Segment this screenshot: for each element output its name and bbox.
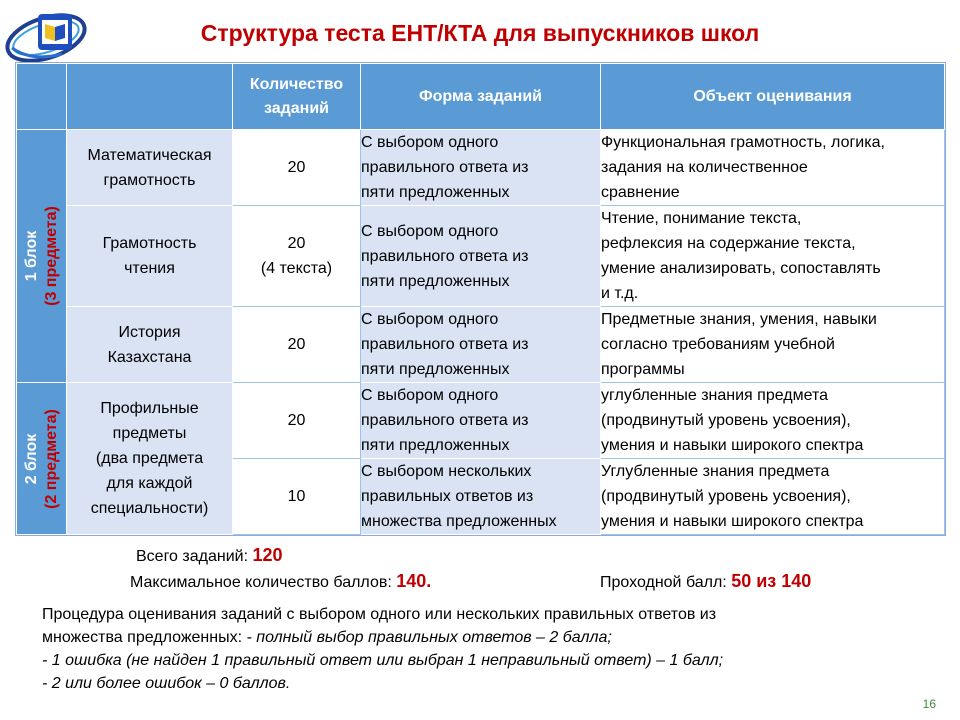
- subject-cell: [67, 206, 233, 307]
- form-line: пяти предложенных: [361, 437, 510, 454]
- subject-line: Профильные: [100, 400, 199, 417]
- test-structure-table: [16, 63, 945, 535]
- object-line: Чтение, понимание текста,: [601, 210, 802, 227]
- procedure-line-italic: - полный выбор правильных ответов – 2 балла;: [246, 629, 612, 646]
- max-score-label: Максимальное количество баллов:: [130, 574, 392, 591]
- total-tasks-value: 120: [252, 545, 283, 565]
- pass-score-label: Проходной балл:: [600, 574, 727, 591]
- header-form: Форма заданий: [361, 64, 601, 130]
- form-line: С выбором одного: [361, 222, 499, 240]
- count-cell: [233, 383, 361, 459]
- object-line: согласно требованиям учебной: [601, 336, 835, 353]
- subject-line: (два предмета: [95, 450, 204, 467]
- subject-line: специальности): [90, 500, 209, 517]
- subject-line: Грамотность: [102, 235, 197, 252]
- pass-score: [600, 571, 811, 592]
- form-line: пяти предложенных: [361, 361, 510, 378]
- subject-line: грамотность: [103, 171, 196, 189]
- subject-line: предметы: [112, 425, 187, 442]
- table-row: [17, 307, 945, 383]
- form-cell: [361, 206, 601, 307]
- form-line: С выбором одного: [361, 134, 499, 151]
- subject-cell: [67, 307, 233, 383]
- object-cell: [601, 206, 945, 307]
- block-2-subtitle: (2 предмета): [42, 408, 60, 509]
- subject-line: Казахстана: [107, 348, 192, 366]
- scoring-procedure: [42, 603, 922, 695]
- object-cell: [601, 130, 945, 206]
- procedure-line: Процедура оценивания заданий с выбором одного или нескольких правильных ответов из: [42, 606, 717, 623]
- table-row: [17, 383, 945, 459]
- object-line: программы: [601, 361, 685, 378]
- form-line: правильного ответа из: [361, 247, 529, 265]
- object-line: углубленные знания предмета: [601, 387, 829, 404]
- object-line: рефлексия на содержание текста,: [601, 235, 856, 252]
- total-tasks: [136, 545, 283, 566]
- procedure-line-normal: множества предложенных:: [42, 629, 247, 646]
- block-2-cell: [17, 383, 67, 535]
- count-cell: [233, 459, 361, 535]
- object-line: задания на количественное: [601, 159, 808, 176]
- procedure-line: - 2 или более ошибок – 0 баллов.: [42, 675, 291, 692]
- book-logo-icon: [2, 4, 98, 64]
- block-1-cell: [17, 130, 67, 383]
- object-line: (продвинутый уровень усвоения),: [601, 412, 851, 429]
- subject-line: История: [118, 323, 181, 341]
- procedure-line: [42, 626, 922, 649]
- object-line: Углубленные знания предмета: [601, 463, 830, 480]
- block-1-title: 1 блок: [22, 230, 40, 282]
- object-line: и т.д.: [601, 285, 639, 302]
- table-header-row: [17, 64, 945, 130]
- count-value: 20: [287, 235, 306, 252]
- max-score-value: 140.: [396, 571, 432, 591]
- object-line: Предметные знания, умения, навыки: [601, 311, 877, 328]
- form-line: правильного ответа из: [361, 336, 529, 353]
- object-cell: [601, 383, 945, 459]
- header-count: Количество заданий: [233, 64, 361, 130]
- form-line: правильного ответа из: [361, 412, 529, 429]
- count-value: 20: [287, 336, 306, 353]
- page-number: 16: [922, 697, 936, 711]
- count-cell: [233, 307, 361, 383]
- procedure-line: - 1 ошибка (не найден 1 правильный ответ или выбран 1 неправильный ответ) – 1 балл;: [42, 652, 724, 669]
- block-2-title: 2 блок: [22, 433, 40, 484]
- subject-line: чтения: [124, 260, 175, 277]
- form-line: множества предложенных: [361, 513, 557, 530]
- subject-line: Математическая: [87, 146, 212, 164]
- object-line: сравнение: [601, 184, 680, 201]
- page-title: Структура теста ЕНТ/КТА для выпускников школ: [200, 20, 760, 46]
- count-value: 10: [287, 488, 306, 505]
- object-line: умения и навыки широкого спектра: [601, 437, 864, 454]
- object-cell: [601, 459, 945, 535]
- form-line: С выбором нескольких: [361, 463, 532, 480]
- count-note: (4 текста): [260, 260, 333, 277]
- form-line: правильного ответа из: [361, 159, 529, 176]
- block-2-label: [22, 409, 62, 509]
- subject-line: для каждой: [106, 475, 193, 492]
- header-subject-cell: [67, 64, 233, 130]
- form-line: С выбором одного: [361, 311, 499, 328]
- object-line: Функциональная грамотность, логика,: [601, 134, 885, 151]
- header-object: Объект оценивания: [601, 64, 945, 130]
- form-line: пяти предложенных: [361, 272, 510, 290]
- block-1-subtitle: (3 предмета): [42, 206, 60, 306]
- form-line: правильных ответов из: [361, 488, 534, 505]
- form-cell: [361, 383, 601, 459]
- form-line: С выбором одного: [361, 387, 499, 404]
- form-line: пяти предложенных: [361, 184, 510, 201]
- count-value: 20: [287, 412, 306, 429]
- object-line: (продвинутый уровень усвоения),: [601, 488, 851, 505]
- count-value: 20: [287, 159, 306, 176]
- table-row: [17, 206, 945, 307]
- object-cell: [601, 307, 945, 383]
- block-1-label: [22, 206, 62, 306]
- count-cell: [233, 206, 361, 307]
- form-cell: [361, 307, 601, 383]
- subject-cell: [67, 130, 233, 206]
- subject-cell: [67, 383, 233, 535]
- header-corner-cell: [17, 64, 67, 130]
- count-cell: [233, 130, 361, 206]
- object-line: умение анализировать, сопоставлять: [601, 260, 881, 277]
- form-cell: [361, 130, 601, 206]
- total-tasks-label: Всего заданий:: [136, 548, 249, 565]
- pass-score-value: 50 из 140: [731, 571, 812, 591]
- form-cell: [361, 459, 601, 535]
- table-row: [17, 130, 945, 206]
- max-score: [130, 571, 431, 592]
- object-line: умения и навыки широкого спектра: [601, 513, 864, 530]
